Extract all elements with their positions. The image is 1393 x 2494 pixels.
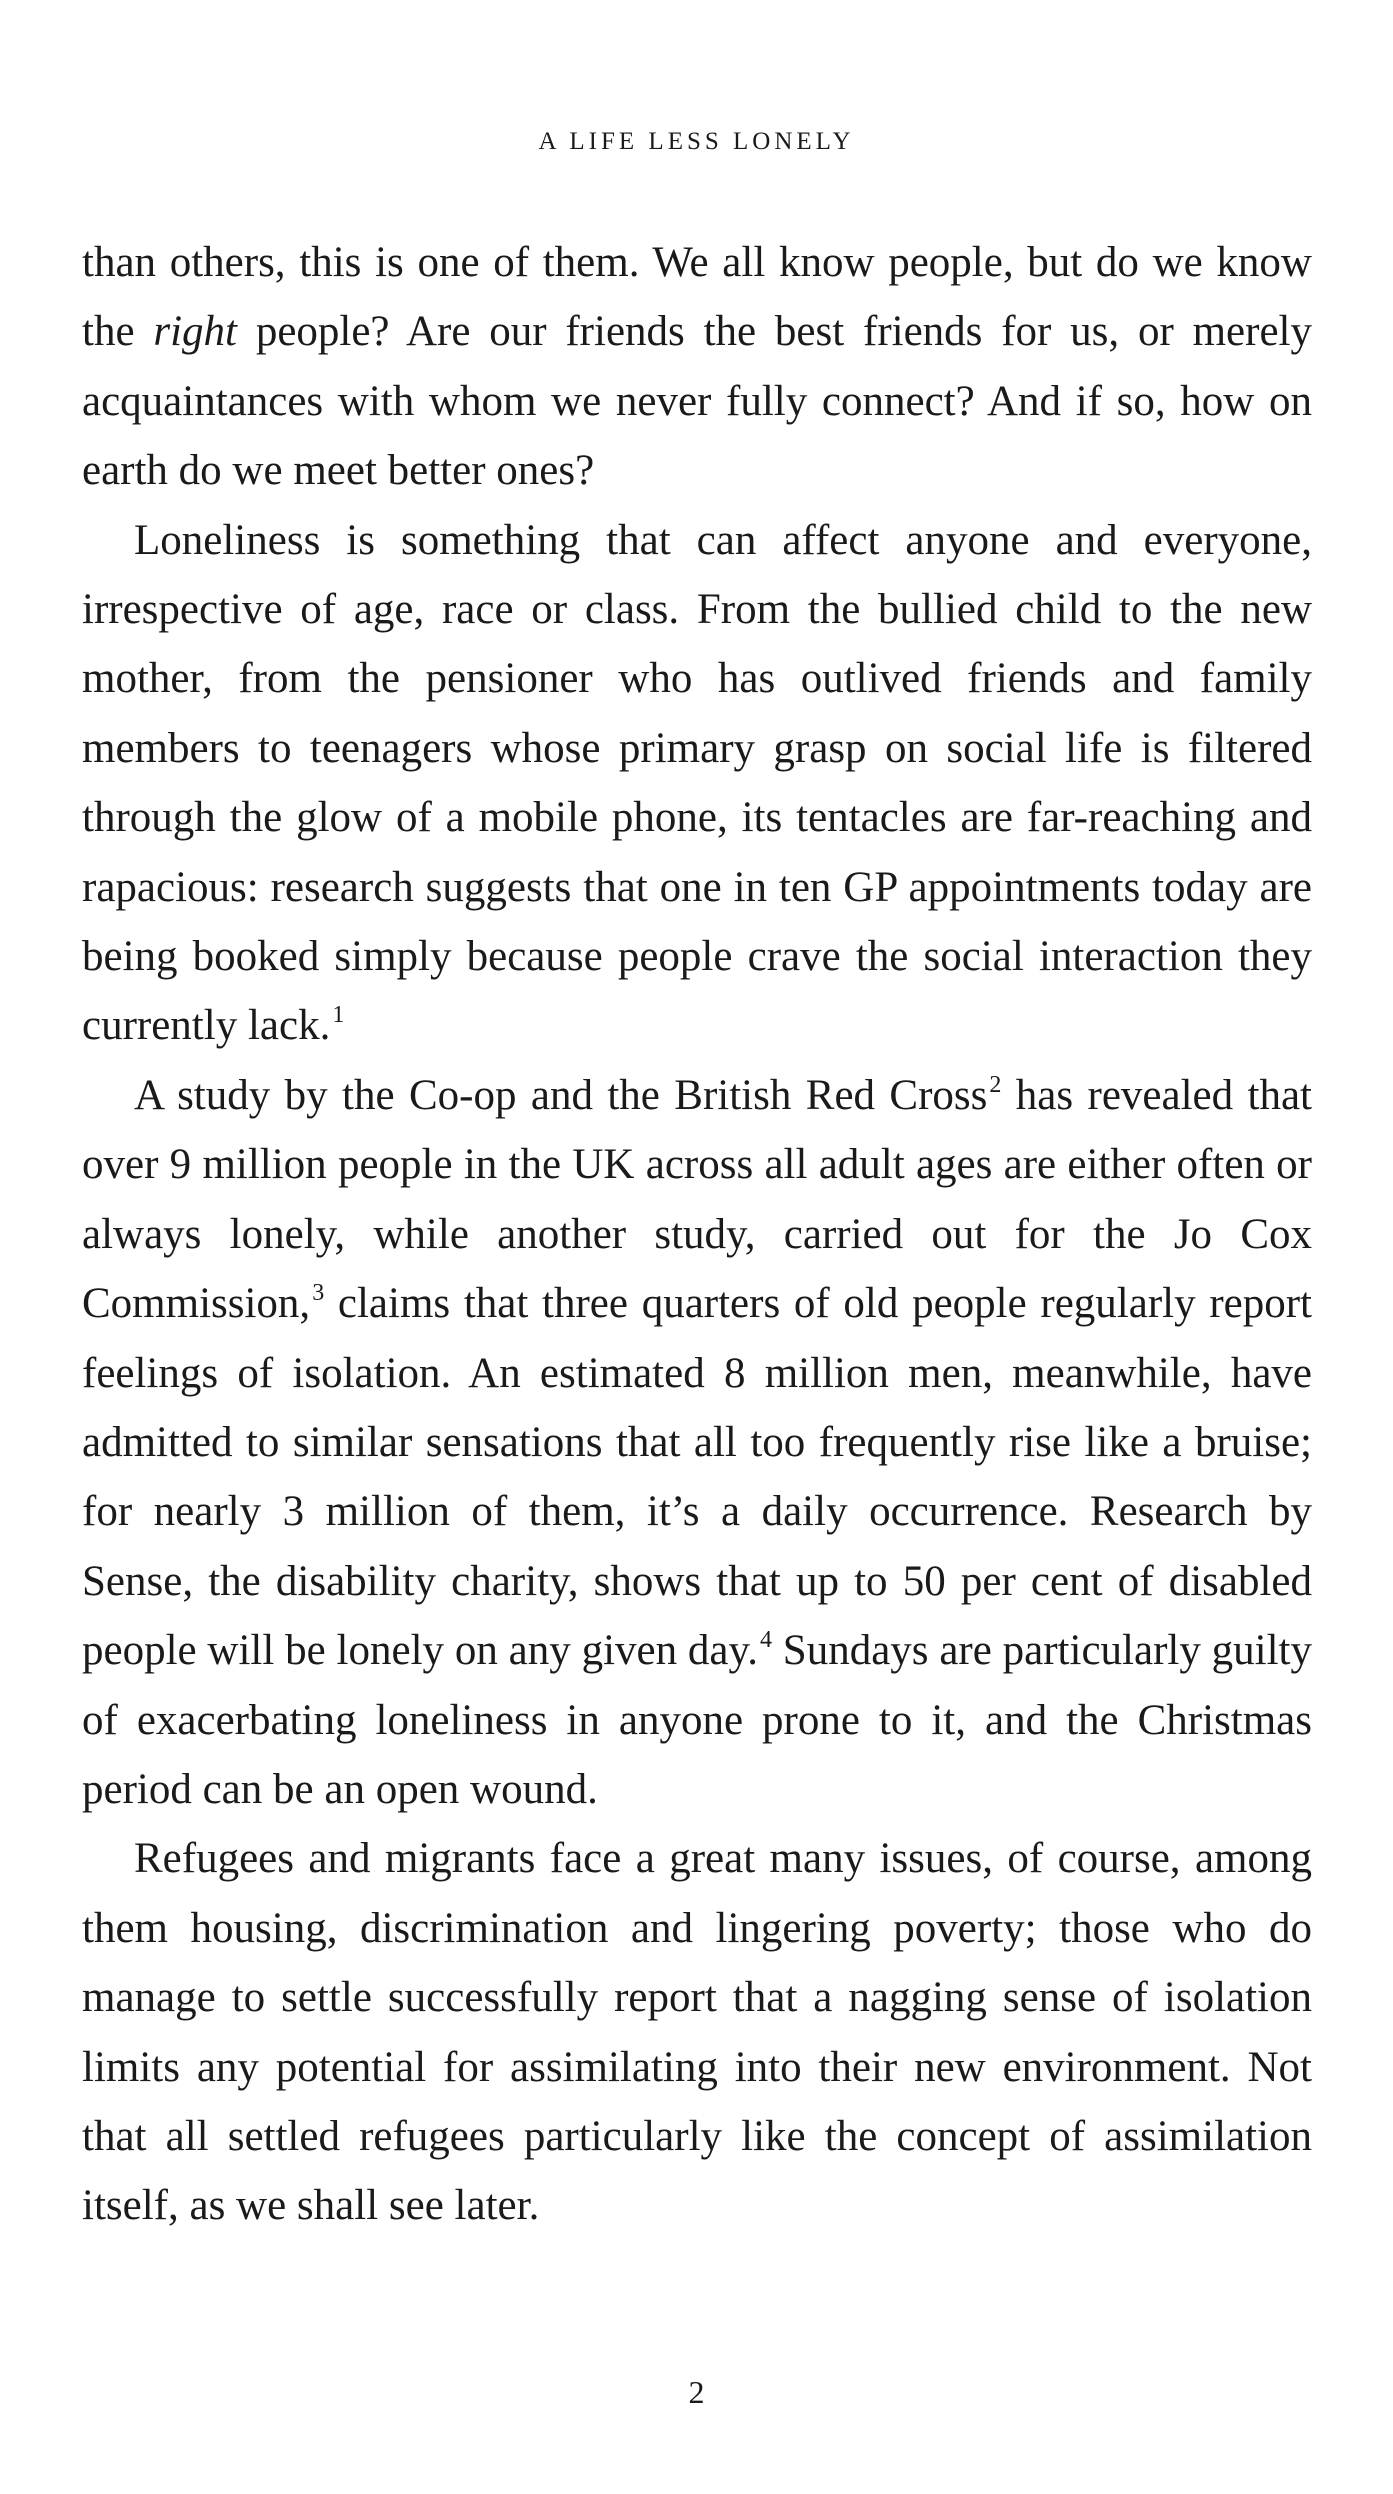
page-number: 2 — [688, 2374, 705, 2410]
paragraph-3-text-c: claims that three quarters of old people regularly report feelings of isolation. An estimated 8 million men, meanwhile, have admitted to similar sensations that all too frequently rise like a bruise; for nearly 3 million of them, it’s a daily occurrence. Research by Sense, the disability charity, shows that up to 50 per cent of disabled people will be lonely on any given day. — [82, 1280, 1312, 1675]
running-head: A LIFE LESS LONELY — [538, 128, 855, 155]
paragraph-1-emphasis: right — [153, 308, 237, 356]
footnote-ref-4: 4 — [759, 1627, 772, 1654]
paragraph-3-text-d: Sundays are particularly guilty of exacerbating loneliness in anyone prone to it, and the Christmas period can be an open wound. — [82, 1627, 1312, 1813]
footnote-ref-3: 3 — [312, 1280, 325, 1307]
paragraph-3 — [82, 1061, 1312, 1824]
paragraph-2-text: Loneliness is something that can affect anyone and everyone, irrespective of age, race or class. From the bullied child to the new mother, from the pensioner who has outlived friends and family members to teenagers whose primary grasp on social life is filtered through the glow of a mobile phone, its tentacles are far-reaching and rapacious: research suggests that one in ten GP appointments today are being booked simply because people crave the social interaction they currently lack. — [82, 516, 1312, 1050]
paragraph-1-text-b: people? Are our friends the best friends for us, or merely acquaintances with whom we never fully connect? And if so, how on earth do we meet better ones? — [82, 308, 1312, 495]
paragraph-3-text-a: A study by the Co-op and the British Red Cross — [134, 1071, 988, 1119]
paragraph-1 — [82, 228, 1312, 506]
body-text — [82, 228, 1312, 2241]
paragraph-1-text-a: than others, this is one of them. We all know people, but do we know the — [82, 239, 1312, 356]
paragraph-3-text-b: has revealed that over 9 million people in the UK across all adult ages are either often or always lonely, while another study, carried out for the Jo Cox Commission, — [82, 1071, 1313, 1328]
paragraph-4-text: Refugees and migrants face a great many issues, of course, among them housing, discrimination and lingering poverty; those who do manage to settle successfully report that a nagging sense of isolation limits any potential for assimilating into their new environment. Not that all settled refugees particularly like the concept of assimilation itself, as we shall see later. — [82, 1835, 1312, 2230]
footnote-ref-1: 1 — [332, 1002, 345, 1029]
footnote-ref-2: 2 — [989, 1071, 1002, 1098]
paragraph-4 — [82, 1824, 1312, 2240]
paragraph-2 — [82, 506, 1312, 1061]
